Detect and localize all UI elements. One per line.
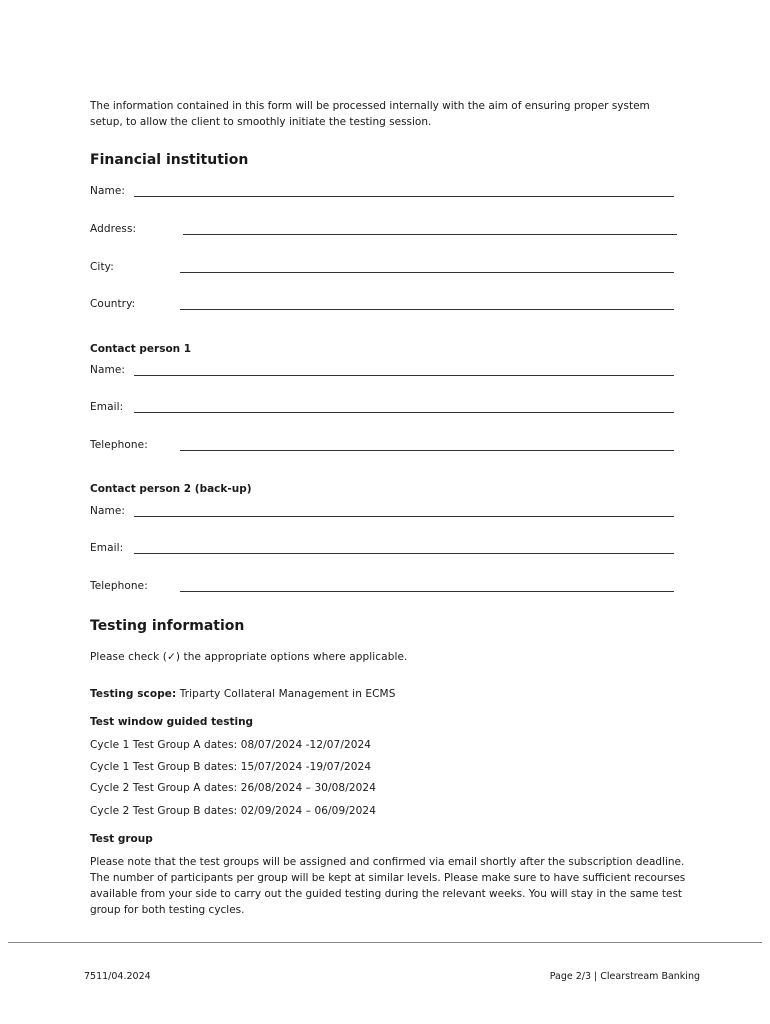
fi-address-label: Address: (90, 223, 137, 235)
contact1-telephone-field[interactable] (180, 450, 674, 451)
contact2-name-field[interactable] (134, 516, 674, 517)
test-group-heading: Test group (90, 833, 153, 845)
contact1-name-label: Name: (90, 364, 126, 376)
check-note: Please check (✓) the appropriate options where applicable. (90, 651, 408, 663)
cycle-line: Cycle 2 Test Group A dates: 26/08/2024 – 30/08/2024 (90, 782, 376, 794)
contact1-name-field[interactable] (134, 375, 674, 376)
financial-institution-heading: Financial institution (90, 152, 249, 168)
fi-country-label: Country: (90, 298, 136, 310)
contact2-email-label: Email: (90, 542, 124, 554)
contact1-telephone-label: Telephone: (90, 439, 148, 451)
contact2-heading: Contact person 2 (back-up) (90, 483, 252, 495)
test-window-heading: Test window guided testing (90, 716, 254, 728)
footer-page-info: Page 2/3 | Clearstream Banking (549, 971, 700, 982)
contact2-name-label: Name: (90, 505, 126, 517)
fi-name-label: Name: (90, 185, 126, 197)
contact2-telephone-field[interactable] (180, 591, 674, 592)
testing-scope (90, 688, 395, 700)
testing-scope-label: Testing scope: (90, 688, 177, 700)
fi-name-field[interactable] (134, 196, 674, 197)
contact1-heading: Contact person 1 (90, 343, 192, 355)
footer-divider (8, 942, 762, 943)
contact2-telephone-label: Telephone: (90, 580, 148, 592)
contact1-email-field[interactable] (134, 412, 674, 413)
test-group-paragraph: Please note that the test groups will be assigned and confirmed via email shortly after the subscription deadline. The number of participants per group will be kept at similar levels. Please make sure to have sufficient recourses available from your side to carry out the guided testing during the relevant weeks. You will stay in the same test group for both testing cycles. (90, 856, 686, 916)
testing-information-heading: Testing information (90, 618, 245, 634)
fi-country-field[interactable] (180, 309, 674, 310)
cycle-line: Cycle 2 Test Group B dates: 02/09/2024 – 06/09/2024 (90, 805, 376, 817)
fi-city-label: City: (90, 261, 114, 273)
intro-paragraph: The information contained in this form will be processed internally with the aim of ensuring proper system setup, to allow the client to smoothly initiate the testing session. (90, 100, 650, 128)
testing-scope-value: Triparty Collateral Management in ECMS (179, 688, 396, 700)
contact2-email-field[interactable] (134, 553, 674, 554)
cycle-line: Cycle 1 Test Group B dates: 15/07/2024 -19/07/2024 (90, 761, 372, 773)
footer-doc-code: 7511/04.2024 (84, 971, 151, 982)
fi-city-field[interactable] (180, 272, 674, 273)
contact1-email-label: Email: (90, 401, 124, 413)
fi-address-field[interactable] (183, 234, 677, 235)
cycle-line: Cycle 1 Test Group A dates: 08/07/2024 -12/07/2024 (90, 739, 372, 751)
